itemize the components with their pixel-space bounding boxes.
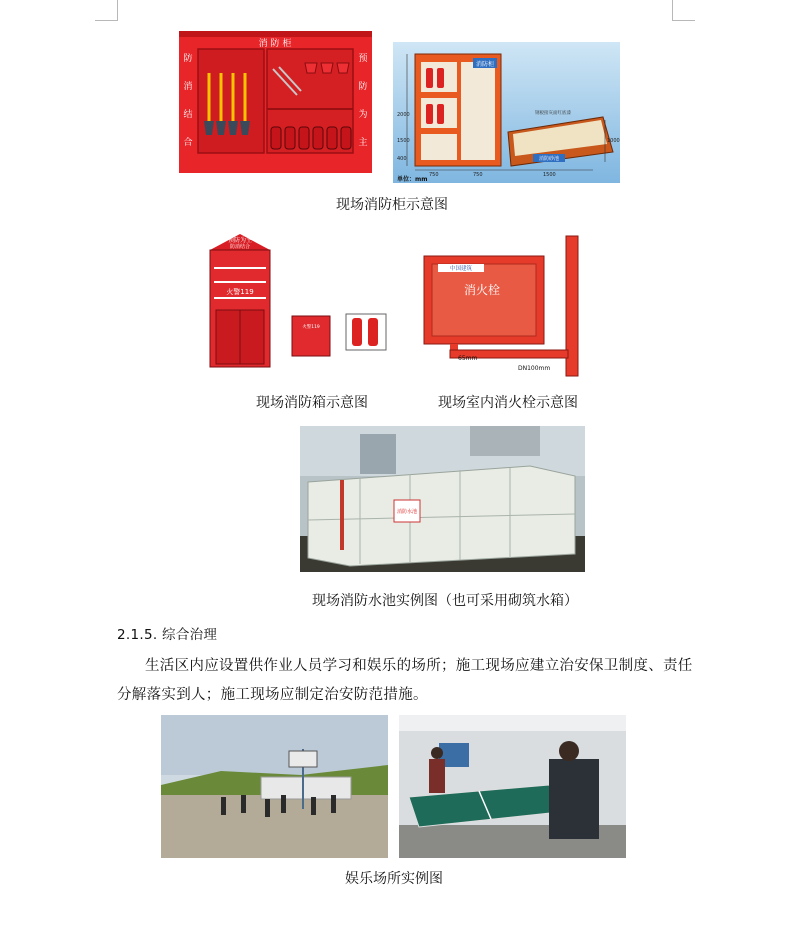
caption-fire-cabinet: 现场消防柜示意图 xyxy=(336,197,448,213)
dim-left-3: 400 xyxy=(397,156,407,162)
dim-bottom-3: 1500 xyxy=(543,172,556,178)
hydrant-dim-height: 65mm xyxy=(458,355,478,362)
cabinet-left-slogan-2: 消 xyxy=(183,82,193,92)
fire-cabinet-illustration xyxy=(179,31,372,173)
tank-sign: 消防水池 xyxy=(396,509,418,515)
hydrant-label: 消火栓 xyxy=(463,283,501,297)
dim-left-1: 2000 xyxy=(397,112,410,118)
fire-cabinet-sandpit-diagram xyxy=(393,42,620,183)
cabinet-left-slogan-4: 合 xyxy=(183,138,193,148)
caption-fire-tank: 现场消防水池实例图（也可采用砌筑水箱） xyxy=(312,593,578,609)
page-corner-mark-left xyxy=(95,0,118,21)
small-box-label: 火警119 xyxy=(302,325,320,330)
outdoor-recreation-photo xyxy=(161,715,388,858)
caption-hydrant: 现场室内消火栓示意图 xyxy=(438,395,578,411)
indoor-recreation-photo xyxy=(399,715,626,858)
unit-label: 单位：mm xyxy=(397,176,428,183)
page-corner-mark-right xyxy=(672,0,695,21)
paragraph-line-1: 生活区内应设置供作业人员学习和娱乐的场所；施工现场应建立治安保卫制度、责任 xyxy=(145,658,693,674)
sandpit-sign: 消防砂池 xyxy=(538,156,560,162)
cabinet-right-slogan-3: 为 xyxy=(358,110,368,120)
cabinet-sign-top: 消防柜 xyxy=(475,61,495,68)
dim-bottom-1: 750 xyxy=(429,172,439,178)
dim-left-2: 1500 xyxy=(397,138,410,144)
hydrant-illustration xyxy=(420,234,600,377)
hydrant-logo: 中国建筑 xyxy=(449,266,473,272)
section-heading: 2.1.5. 综合治理 xyxy=(117,627,218,643)
cabinet-left-slogan-1: 防 xyxy=(183,54,193,64)
firebox-roof-sign-1: 预防为主 xyxy=(227,237,253,244)
dim-right: 1000 xyxy=(607,138,620,144)
fire-water-tank-photo xyxy=(300,426,585,572)
dim-bottom-2: 750 xyxy=(473,172,483,178)
hydrant-dim-pipe: DN100mm xyxy=(518,365,551,372)
cabinet-right-slogan-4: 主 xyxy=(358,138,368,148)
cabinet-right-slogan-1: 预 xyxy=(358,54,368,64)
fire-box-illustration xyxy=(204,232,394,369)
firebox-roof-sign-2: 防消结合 xyxy=(229,244,251,250)
sandpit-note: 钢板接灰面红底漆 xyxy=(535,111,571,116)
caption-recreation: 娱乐场所实例图 xyxy=(345,871,443,887)
paragraph-line-2: 分解落实到人；施工现场应制定治安防范措施。 xyxy=(117,687,428,703)
caption-fire-box: 现场消防箱示意图 xyxy=(256,395,368,411)
cabinet-left-slogan-3: 结 xyxy=(183,110,193,120)
cabinet-right-slogan-2: 防 xyxy=(358,82,368,92)
firebox-shelf-label: 火警119 xyxy=(226,288,254,296)
cabinet-header-text: 消 防 柜 xyxy=(258,39,292,49)
